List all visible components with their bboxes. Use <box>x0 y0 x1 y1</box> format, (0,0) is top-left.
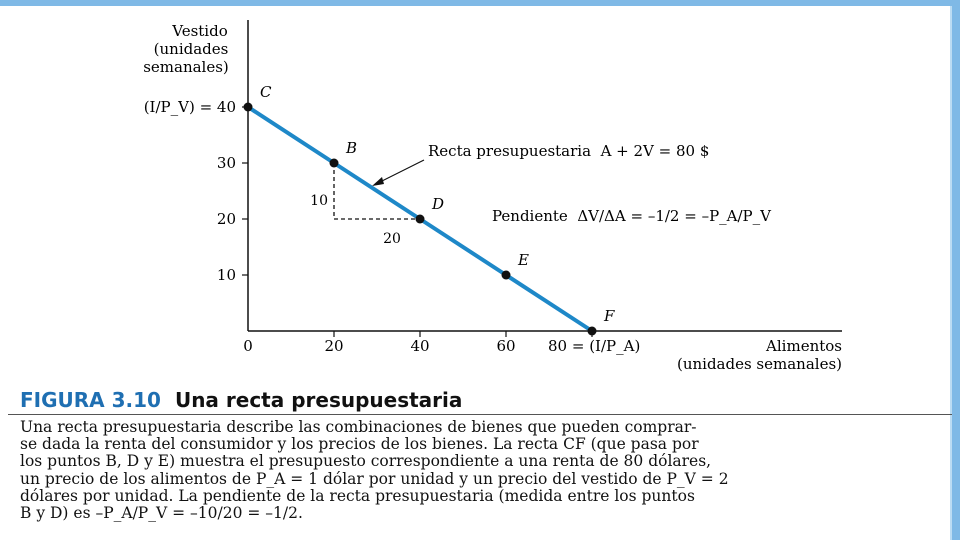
point-label-b: B <box>346 139 358 157</box>
data-point-e <box>502 271 511 280</box>
y-tick-label: 30 <box>216 154 236 172</box>
y-tick-label: 20 <box>216 210 236 228</box>
x-tick-label: 80 = (I/P_A) <box>548 337 641 355</box>
caption-line: Una recta presupuestaria describe las combinaciones de bienes que pueden comprar- <box>20 419 697 436</box>
point-label-f: F <box>604 307 615 325</box>
point-label-e: E <box>518 251 529 269</box>
caption-line: dólares por unidad. La pendiente de la recta presupuestaria (medida entre los puntos <box>20 487 695 505</box>
figure-title: Una recta presupuestaria <box>174 388 463 412</box>
rise-label: 10 <box>310 193 328 209</box>
slope-label: Pendiente ΔV/ΔA = –1/2 = –P_A/P_V <box>492 207 771 225</box>
caption-divider <box>8 414 952 415</box>
caption-line: los puntos B, D y E) muestra el presupuesto correspondiente a una renta de 80 dólares, <box>20 453 712 471</box>
budget-line-label-pointer <box>376 160 424 184</box>
figure-number: FIGURA 3.10 <box>20 388 161 412</box>
x-axis-title-line-2: (unidades semanales) <box>676 355 842 373</box>
x-tick-label: 60 <box>496 337 516 355</box>
y-tick-label: (I/P_V) = 40 <box>143 98 236 116</box>
data-point-c <box>244 103 253 112</box>
budget-line-label: Recta presupuestaria A + 2V = 80 $ <box>428 142 710 160</box>
figure-caption-text <box>20 419 950 522</box>
caption-line: se dada la renta del consumidor y los precios de los bienes. La recta CF (que pasa por <box>20 436 699 454</box>
y-tick-label: 10 <box>216 266 236 284</box>
x-tick-label: 0 <box>243 337 253 355</box>
x-tick-label: 20 <box>324 337 344 355</box>
point-label-d: D <box>432 195 445 213</box>
data-point-d <box>416 215 425 224</box>
data-point-f <box>588 327 597 336</box>
x-tick-label: 40 <box>410 337 430 355</box>
pointer-arrowhead <box>372 177 384 186</box>
data-point-b <box>330 159 339 168</box>
run-label: 20 <box>383 231 401 247</box>
x-axis-title-line-1: Alimentos <box>766 337 842 355</box>
y-axis-title-line-1: Vestido <box>172 22 228 40</box>
point-label-c: C <box>260 83 272 101</box>
figure-caption-heading <box>20 388 462 412</box>
caption-line: B y D) es –P_A/P_V = –10/20 = –1/2. <box>20 505 303 523</box>
y-axis-title-line-2: (unidades <box>153 40 229 58</box>
caption-line: un precio de los alimentos de P_A = 1 dólar por unidad y un precio del vestido de P_V = 2 <box>20 470 729 488</box>
y-axis-title-line-3: semanales) <box>143 58 229 76</box>
